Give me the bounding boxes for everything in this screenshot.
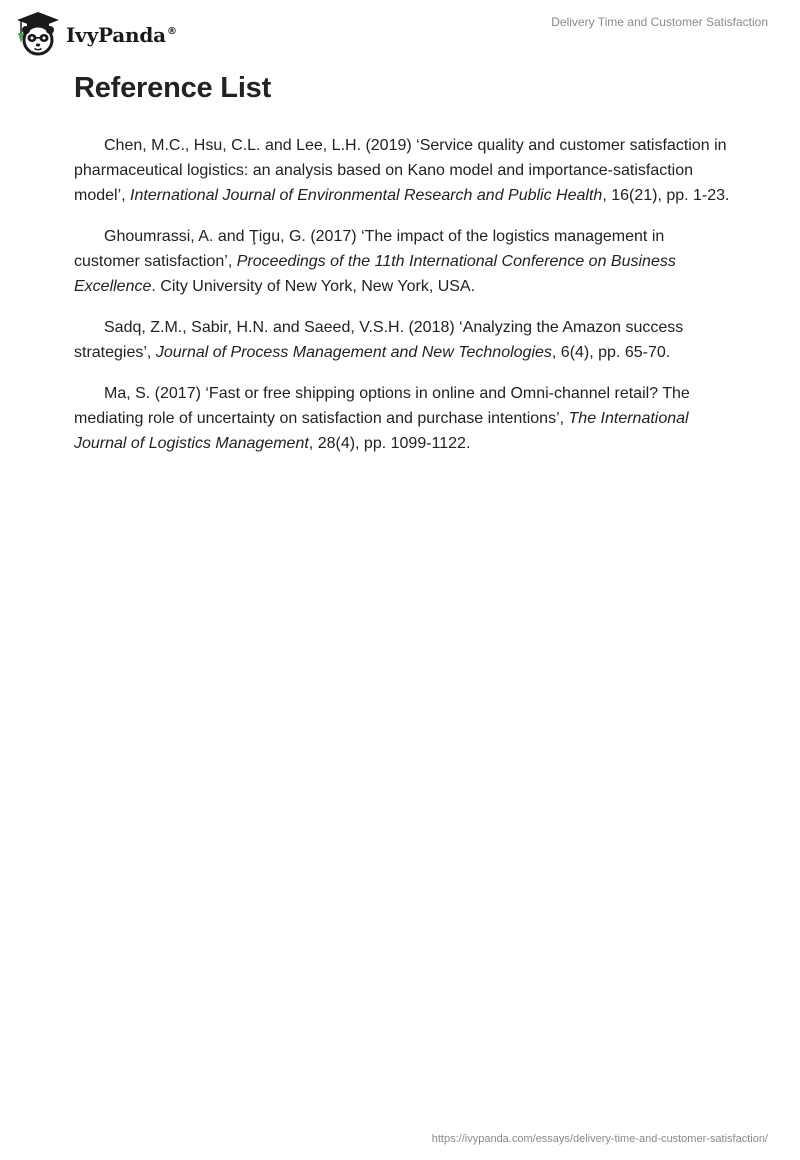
brand-wordmark [66,23,177,47]
reference-source: International Journal of Environmental Research and Public Health [130,187,603,204]
reference-item [74,315,734,365]
reference-text: Sadq, Z.M., Sabir, H.N. and Saeed, V.S.H. (2018) ‘Analyzing the Amazon success strategies’, [74,319,684,361]
reference-list [74,133,734,472]
reference-source: Proceedings of the 11th International Conference on Business Excellence [74,253,676,295]
reference-details: . City University of New York, New York, USA. [151,278,476,295]
reference-details: , 6(4), pp. 65-70. [551,344,671,361]
brand-name: IvyPanda [66,23,166,47]
reference-source: The International Journal of Logistics Management [74,410,689,452]
reference-details: , 16(21), pp. 1-23. [602,187,730,204]
registered-mark: ® [166,26,177,38]
reference-item [74,224,734,299]
document-header-title: Delivery Time and Customer Satisfaction [551,15,768,29]
panda-graduation-cap-icon [14,9,62,57]
reference-source: Journal of Process Management and New Technologies [155,344,552,361]
reference-item [74,133,734,208]
reference-text: Ma, S. (2017) ‘Fast or free shipping options in online and Omni-channel retail? The mediating role of uncertainty on satisfaction and purchase intentions’, [74,385,690,427]
page-title: Reference List [74,72,272,104]
reference-text: Ghoumrassi, A. and Ţigu, G. (2017) ‘The impact of the logistics management in customer satisfaction’, [74,228,665,270]
source-url-link[interactable]: https://ivypanda.com/essays/delivery-time-and-customer-satisfaction/ [431,1133,768,1145]
reference-item [74,381,734,456]
reference-text: Chen, M.C., Hsu, C.L. and Lee, L.H. (2019) ‘Service quality and customer satisfaction in pharmaceutical logistics: an analysis based on Kano model and importance-satisfaction model’, [74,137,727,204]
reference-details: , 28(4), pp. 1099-1122. [308,435,471,452]
site-logo[interactable] [14,8,177,58]
